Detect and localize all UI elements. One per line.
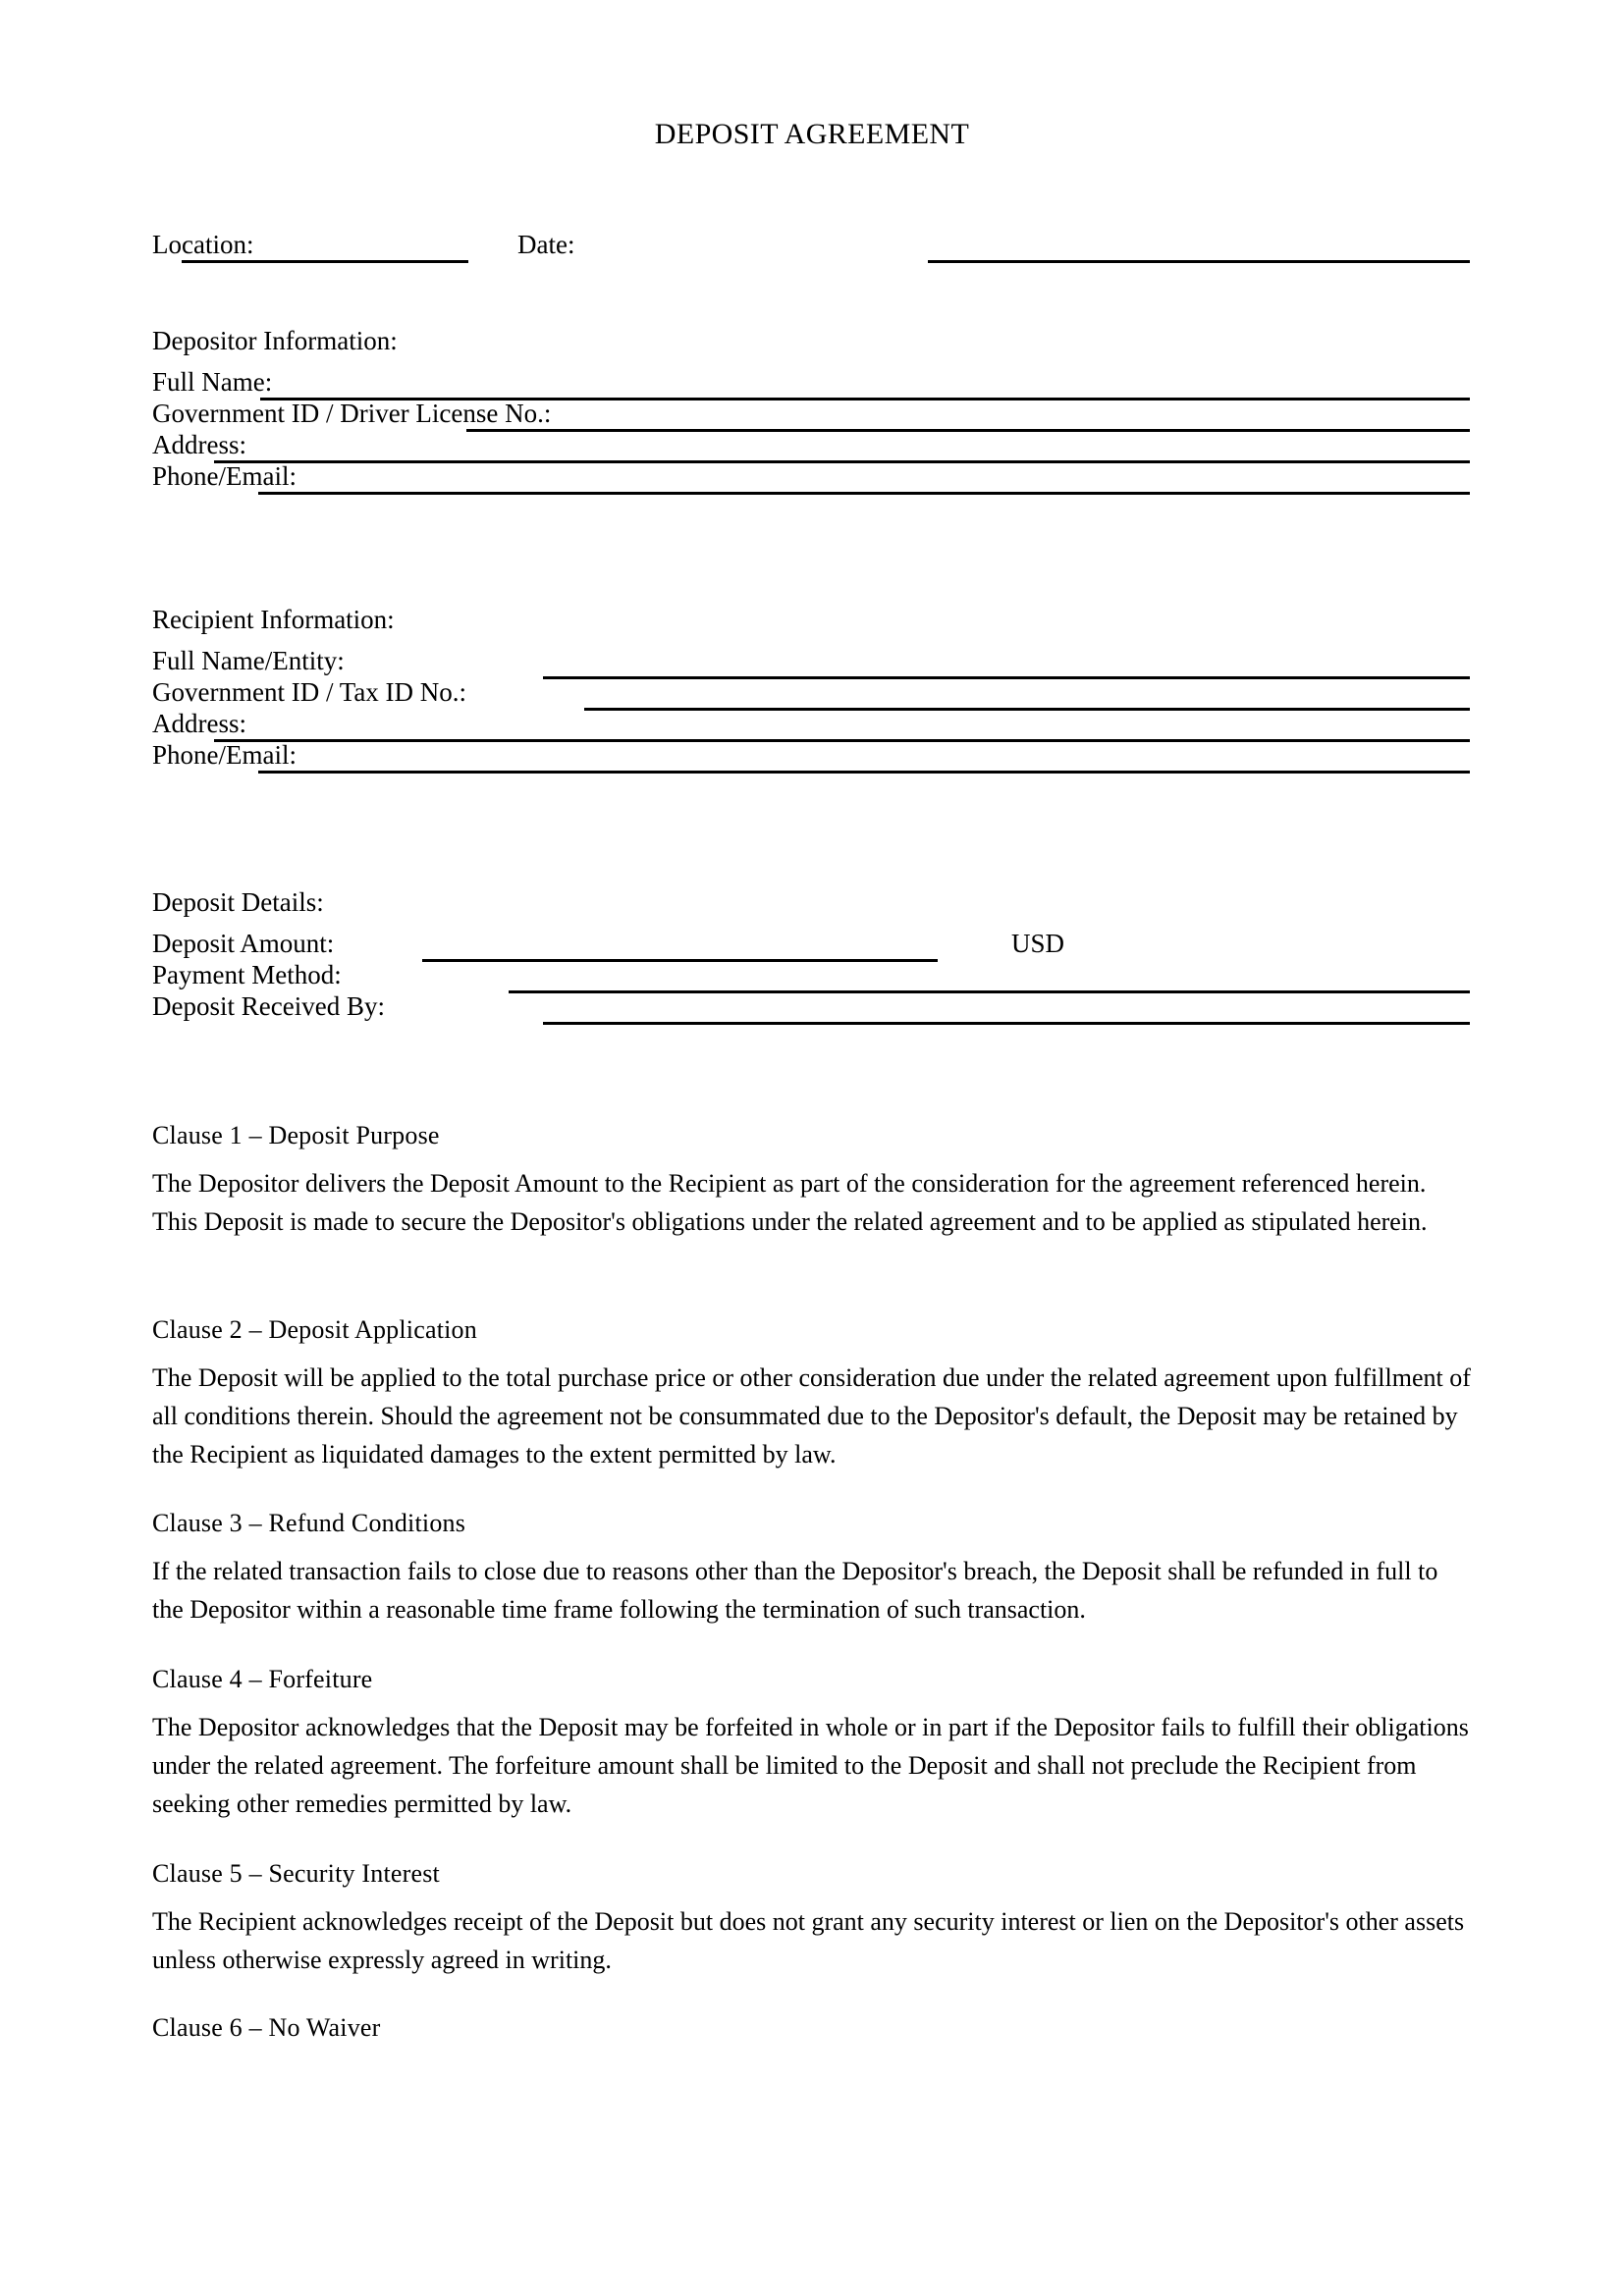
clause-5	[152, 1855, 1473, 1979]
page-title: DEPOSIT AGREEMENT	[654, 118, 970, 150]
clause-4-body: The Depositor acknowledges that the Deposit may be forfeited in whole or in part if the Depositor fails to fulfill their obligations under the related agreement. The forfeiture amount shall be limited to the Deposit and shall not preclude the Recipient from seeking other remedies permitted by law.	[152, 1713, 1469, 1818]
clause-1-body: The Depositor delivers the Deposit Amount to the Recipient as part of the consideration for the agreement referenced herein. This Deposit is made to secure the Depositor's obligations under the related agreement and to be applied as stipulated herein.	[152, 1169, 1428, 1236]
recipient-phone-email-label: Phone/Email:	[152, 740, 297, 770]
depositor-phone-email-row	[152, 459, 1470, 505]
clause-6	[152, 2009, 1473, 2056]
depositor-phone-email-input-line[interactable]	[258, 492, 1470, 495]
clause-5-heading: Clause 5 – Security Interest	[152, 1859, 440, 1888]
deposit-details-section-label: Deposit Details:	[152, 887, 324, 917]
clause-3	[152, 1505, 1473, 1629]
recipient-gov-id-label: Government ID / Tax ID No.:	[152, 677, 467, 707]
date-input-line[interactable]	[928, 260, 1470, 263]
clause-2	[152, 1311, 1473, 1473]
clause-2-heading: Clause 2 – Deposit Application	[152, 1315, 477, 1344]
recipient-full-name-label: Full Name/Entity:	[152, 646, 345, 675]
depositor-section-label: Depositor Information:	[152, 326, 398, 355]
location-input-line[interactable]	[182, 260, 468, 263]
recipient-section-label: Recipient Information:	[152, 605, 395, 634]
clause-2-body: The Deposit will be applied to the total purchase price or other consideration due under the related agreement upon fulfillment of all conditions therein. Should the agreement not be consummated due to the Depositor's default, the Deposit may be retained by the Recipient as liquidated damages to the extent permitted by law.	[152, 1363, 1471, 1468]
deposit-amount-label: Deposit Amount:	[152, 929, 335, 958]
depositor-address-label: Address:	[152, 430, 246, 459]
clause-1	[152, 1117, 1473, 1241]
clause-1-heading: Clause 1 – Deposit Purpose	[152, 1121, 440, 1149]
depositor-phone-email-label: Phone/Email:	[152, 461, 297, 491]
recipient-phone-email-row	[152, 738, 1470, 783]
clause-4	[152, 1661, 1473, 1823]
currency-label: USD	[1011, 929, 1065, 958]
deposit-received-by-label: Deposit Received By:	[152, 991, 385, 1021]
clause-5-body: The Recipient acknowledges receipt of the Deposit but does not grant any security interest or lien on the Depositor's other assets unless otherwise expressly agreed in writing.	[152, 1907, 1465, 1974]
location-label: Location:	[152, 230, 254, 259]
recipient-phone-email-input-line[interactable]	[258, 771, 1470, 774]
deposit-received-by-row	[152, 989, 1470, 1035]
deposit-received-by-input-line[interactable]	[543, 1022, 1470, 1025]
location-date-row	[152, 228, 1470, 273]
date-label: Date:	[517, 230, 575, 259]
recipient-address-label: Address:	[152, 709, 246, 738]
payment-method-label: Payment Method:	[152, 960, 342, 989]
clause-6-heading: Clause 6 – No Waiver	[152, 2013, 381, 2042]
clause-3-body: If the related transaction fails to close due to reasons other than the Depositor's breach, the Deposit shall be refunded in full to the Depositor within a reasonable time frame following the termination of such transaction.	[152, 1557, 1438, 1624]
depositor-gov-id-label: Government ID / Driver License No.:	[152, 399, 552, 428]
clause-3-heading: Clause 3 – Refund Conditions	[152, 1509, 466, 1537]
depositor-full-name-label: Full Name:	[152, 367, 273, 397]
clause-4-heading: Clause 4 – Forfeiture	[152, 1665, 373, 1693]
